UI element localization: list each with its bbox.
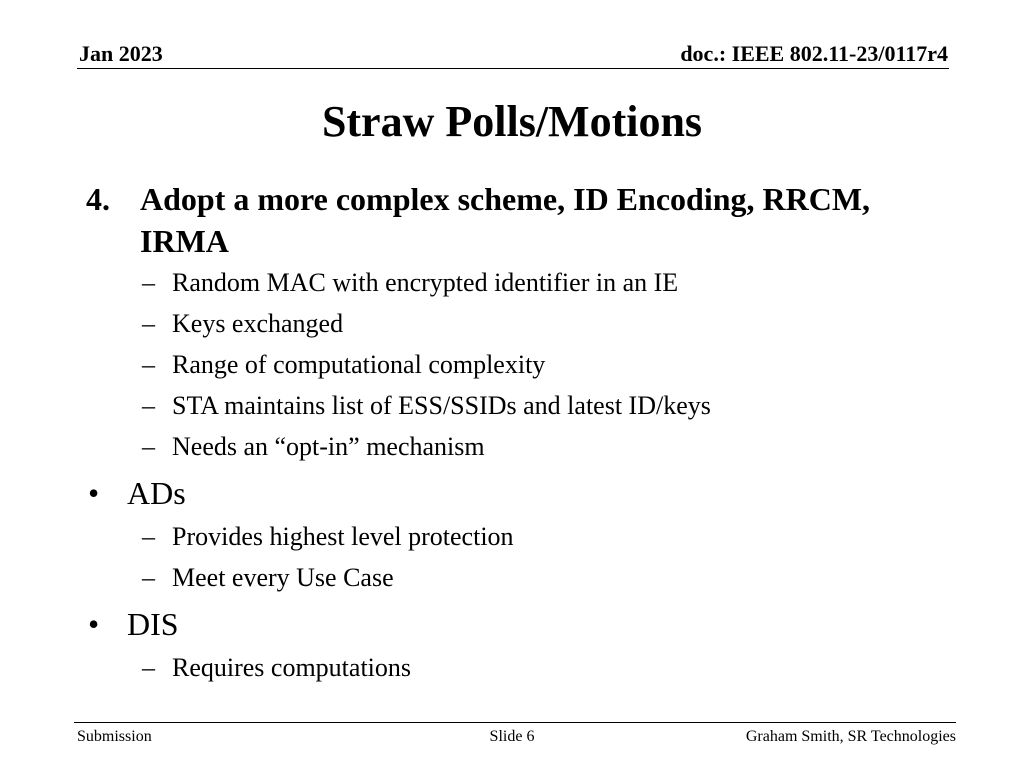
bullet-item-ads: ADs xyxy=(127,475,186,511)
slide-title: Straw Polls/Motions xyxy=(321,97,703,146)
footer-submission: Submission xyxy=(77,728,152,745)
sub-item: Random MAC with encrypted identifier in an IE xyxy=(172,268,679,297)
numbered-item-text: Adopt a more complex scheme, ID Encoding, RRCM, IRMA xyxy=(140,181,871,259)
sub-item: Meet every Use Case xyxy=(172,563,394,592)
sub-item-dash: – xyxy=(142,268,155,297)
sub-item: Provides highest level protection xyxy=(172,522,514,551)
bullet-item-dis: DIS xyxy=(127,606,179,642)
sub-item-dash: – xyxy=(142,432,155,461)
header-date: Jan 2023 xyxy=(79,41,163,66)
sub-item: Range of computational complexity xyxy=(172,350,546,379)
footer-slide-number: Slide 6 xyxy=(489,728,535,745)
sub-item: Needs an “opt-in” mechanism xyxy=(172,432,485,461)
footer-author: Graham Smith, SR Technologies xyxy=(745,728,956,745)
sub-item-dash: – xyxy=(142,563,155,592)
sub-item-dash: – xyxy=(142,350,155,379)
bullet-marker: • xyxy=(88,475,100,511)
footer-divider xyxy=(74,722,956,723)
sub-item: Keys exchanged xyxy=(172,309,344,338)
sub-item-dash: – xyxy=(142,522,155,551)
bullet-marker: • xyxy=(88,606,100,642)
header-doc-id: doc.: IEEE 802.11-23/0117r4 xyxy=(680,41,948,66)
sub-item: STA maintains list of ESS/SSIDs and latest ID/keys xyxy=(172,391,711,420)
sub-item-dash: – xyxy=(142,653,155,682)
sub-item-dash: – xyxy=(142,309,155,338)
numbered-item-marker: 4. xyxy=(86,181,110,217)
sub-item-dash: – xyxy=(142,391,155,420)
sub-item: Requires computations xyxy=(172,653,412,682)
